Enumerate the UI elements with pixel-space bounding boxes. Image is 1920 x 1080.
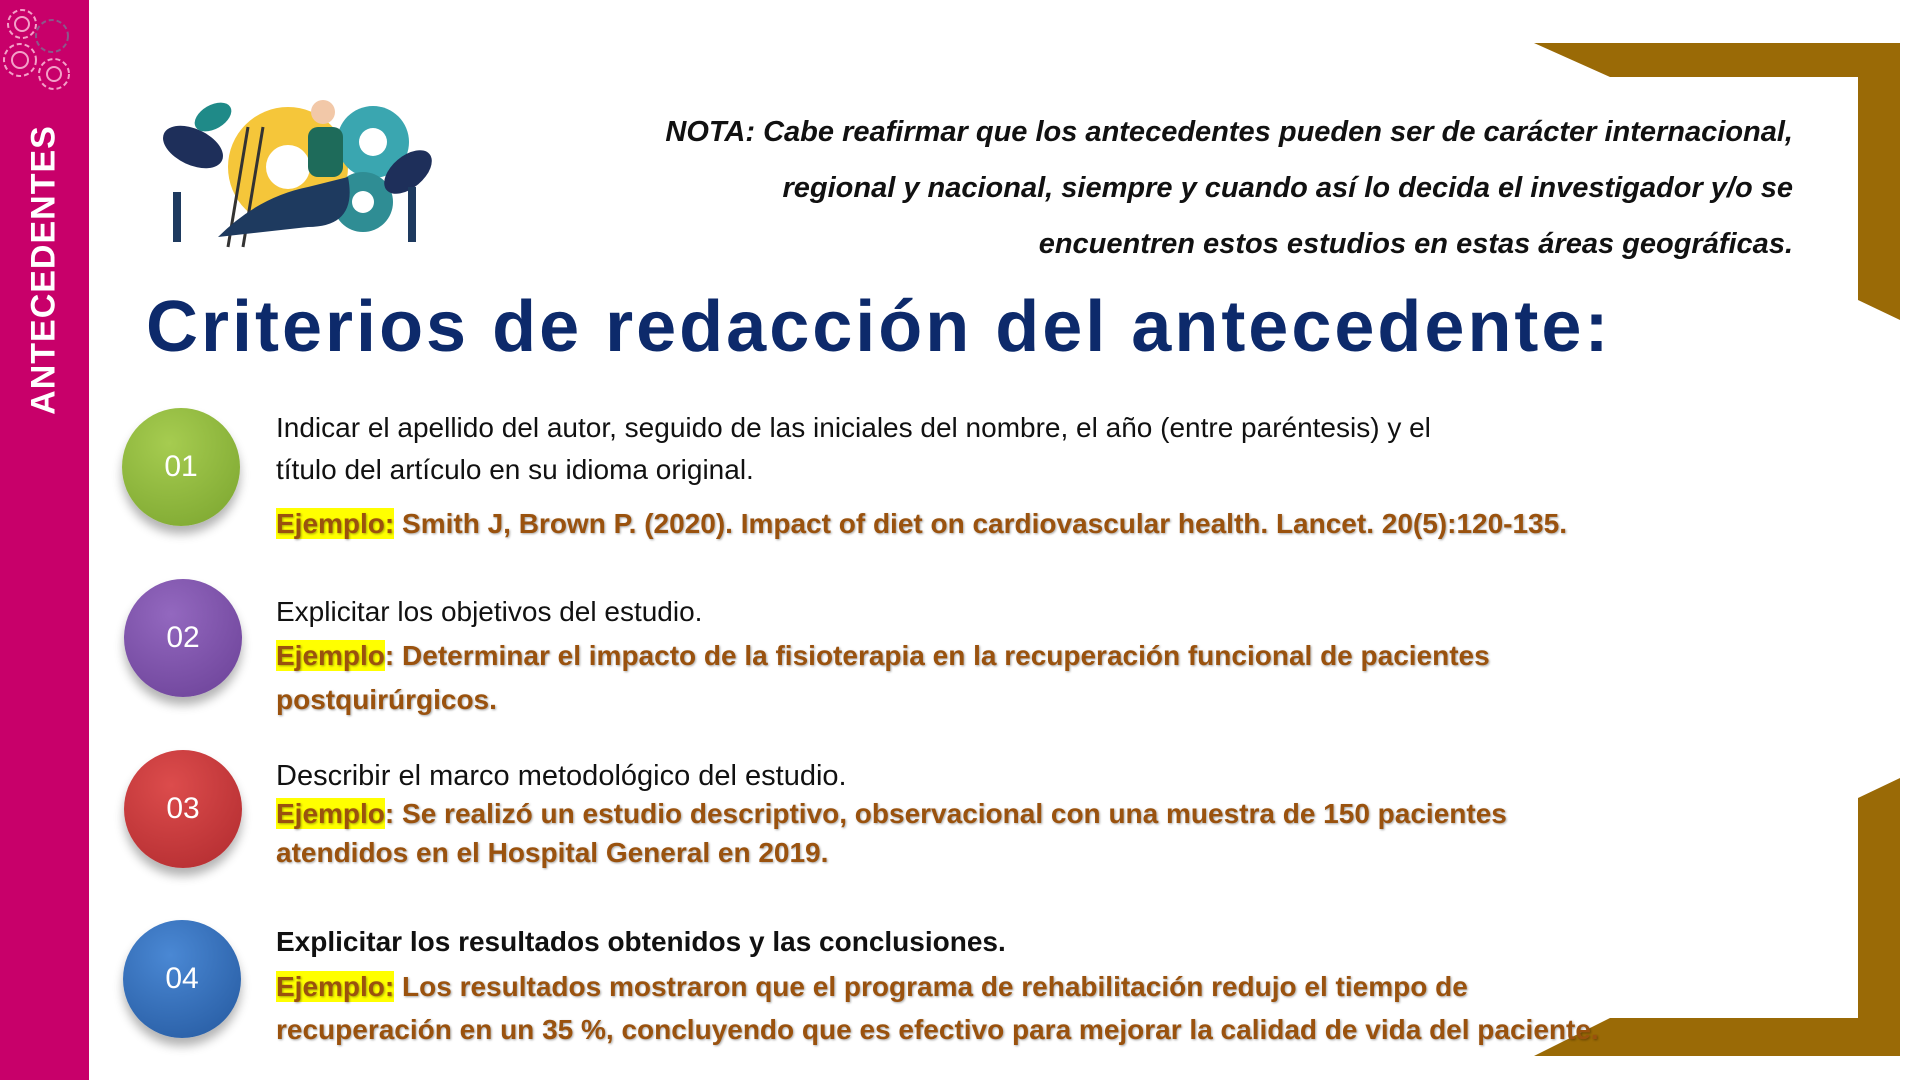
step-badge-03: 03 — [124, 750, 242, 868]
item-04-text-line: Explicitar los resultados obtenidos y las conclusiones. — [276, 926, 1006, 957]
step-badge-04: 04 — [123, 920, 241, 1038]
example-text: Los resultados mostraron que el programa de rehabilitación redujo el tiempo de — [394, 971, 1468, 1002]
example-label: Ejemplo — [276, 640, 385, 671]
example-text: Smith J, Brown P. (2020). Impact of diet on cardiovascular health. Lancet. 20(5):120-135. — [394, 508, 1567, 539]
item-01-text-line: título del artículo en su idioma original. — [276, 454, 754, 485]
example-label: Ejemplo — [276, 798, 385, 829]
item-03-example — [276, 798, 1507, 830]
item-04-example-cont: recuperación en un 35 %, concluyendo que es efectivo para mejorar la calidad de vida del paciente. — [276, 1014, 1599, 1045]
example-text: : Se realizó un estudio descriptivo, observacional con una muestra de 150 pacientes — [384, 798, 1507, 829]
example-label: Ejemplo: — [276, 971, 395, 1002]
item-02-example-cont: postquirúrgicos. — [276, 684, 497, 715]
example-label: Ejemplo: — [276, 508, 395, 539]
example-text: : Determinar el impacto de la fisioterapia en la recuperación funcional de pacientes — [384, 640, 1490, 671]
teamwork-illustration — [158, 87, 438, 257]
item-01-text-line: Indicar el apellido del autor, seguido de las iniciales del nombre, el año (entre paréntesis) y el — [276, 412, 1431, 443]
section-label: ANTECEDENTES — [24, 125, 63, 415]
step-badge-02: 02 — [124, 579, 242, 697]
item-01-example — [276, 508, 1567, 540]
item-03-text-line: Describir el marco metodológico del estudio. — [276, 760, 847, 792]
note-line: encuentren estos estudios en estas áreas geográficas. — [1038, 228, 1793, 260]
item-03-example-cont: atendidos en el Hospital General en 2019. — [276, 837, 829, 868]
note-text — [665, 104, 1793, 272]
note-line: regional y nacional, siempre y cuando así lo decida el investigador y/o se — [782, 172, 1793, 204]
item-02-text-line: Explicitar los objetivos del estudio. — [276, 596, 703, 627]
item-04-example — [276, 971, 1468, 1003]
page-title: Criterios de redacción del antecedente: — [146, 287, 1612, 367]
note-line: NOTA: Cabe reafirmar que los antecedentes pueden ser de carácter internacional, — [665, 116, 1793, 148]
step-badge-01: 01 — [122, 408, 240, 526]
item-02-example — [276, 640, 1490, 672]
